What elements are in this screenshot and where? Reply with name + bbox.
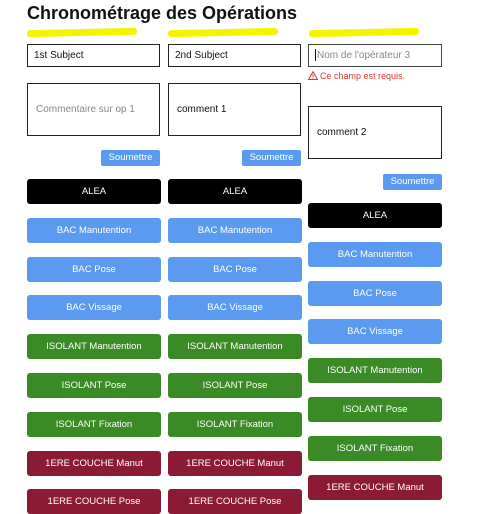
operation-button-bac-pose[interactable]: BAC Pose — [308, 281, 442, 306]
submit-button-3[interactable]: Soumettre — [383, 174, 442, 190]
operation-button-1ere-couche-manut[interactable]: 1ERE COUCHE Manut — [168, 451, 302, 476]
comment-textarea-2[interactable] — [168, 83, 301, 136]
operation-button-bac-pose[interactable]: BAC Pose — [27, 257, 161, 282]
operation-button-alea[interactable]: ALEA — [308, 203, 442, 228]
operation-button-1ere-couche-pose[interactable]: 1ERE COUCHE Pose — [27, 489, 161, 514]
page-title: Chronométrage des Opérations — [27, 3, 298, 23]
operation-button-isolant-manutention[interactable]: ISOLANT Manutention — [168, 334, 302, 359]
comment-text-3: comment 2 — [317, 127, 367, 138]
operation-button-bac-manutention[interactable]: BAC Manutention — [308, 242, 442, 267]
operation-button-isolant-pose[interactable]: ISOLANT Pose — [27, 373, 161, 398]
text-cursor — [315, 49, 316, 61]
operation-button-1ere-couche-manut[interactable]: 1ERE COUCHE Manut — [308, 475, 442, 500]
operation-button-isolant-pose[interactable]: ISOLANT Pose — [308, 397, 442, 422]
highlight-mark — [309, 28, 419, 37]
operation-button-bac-vissage[interactable]: BAC Vissage — [308, 319, 442, 344]
operator-name-input-1[interactable]: 1st Subject — [27, 44, 160, 67]
comment-textarea-3[interactable] — [308, 106, 442, 159]
submit-button-2[interactable]: Soumettre — [242, 150, 301, 166]
highlight-mark — [27, 28, 137, 37]
error-message — [308, 71, 405, 81]
operator-name-input-3[interactable] — [308, 44, 442, 67]
operation-button-bac-manutention[interactable]: BAC Manutention — [27, 218, 161, 243]
comment-placeholder-1: Commentaire sur op 1 — [36, 104, 135, 115]
comment-textarea-1[interactable] — [27, 83, 160, 136]
operator-name-input-2[interactable]: 2nd Subject — [168, 44, 301, 67]
operation-button-alea[interactable]: ALEA — [27, 179, 161, 204]
operation-button-1ere-couche-manut[interactable]: 1ERE COUCHE Manut — [27, 451, 161, 476]
operation-button-isolant-pose[interactable]: ISOLANT Pose — [168, 373, 302, 398]
warning-icon — [308, 71, 318, 80]
operator-name-placeholder-3: Nom de l'opérateur 3 — [317, 50, 411, 61]
operation-button-bac-pose[interactable]: BAC Pose — [168, 257, 302, 282]
operation-button-isolant-fixation[interactable]: ISOLANT Fixation — [168, 412, 302, 437]
error-text: Ce champ est requis. — [320, 71, 406, 81]
operation-button-bac-vissage[interactable]: BAC Vissage — [168, 295, 302, 320]
highlight-mark — [168, 28, 278, 37]
operation-button-alea[interactable]: ALEA — [168, 179, 302, 204]
submit-button-1[interactable]: Soumettre — [101, 150, 160, 166]
operation-button-bac-manutention[interactable]: BAC Manutention — [168, 218, 302, 243]
operation-button-isolant-manutention[interactable]: ISOLANT Manutention — [27, 334, 161, 359]
operation-button-bac-vissage[interactable]: BAC Vissage — [27, 295, 161, 320]
comment-text-2: comment 1 — [177, 104, 227, 115]
operation-button-isolant-fixation[interactable]: ISOLANT Fixation — [308, 436, 442, 461]
operation-button-isolant-manutention[interactable]: ISOLANT Manutention — [308, 358, 442, 383]
operation-button-isolant-fixation[interactable]: ISOLANT Fixation — [27, 412, 161, 437]
operation-button-1ere-couche-pose[interactable]: 1ERE COUCHE Pose — [168, 489, 302, 514]
